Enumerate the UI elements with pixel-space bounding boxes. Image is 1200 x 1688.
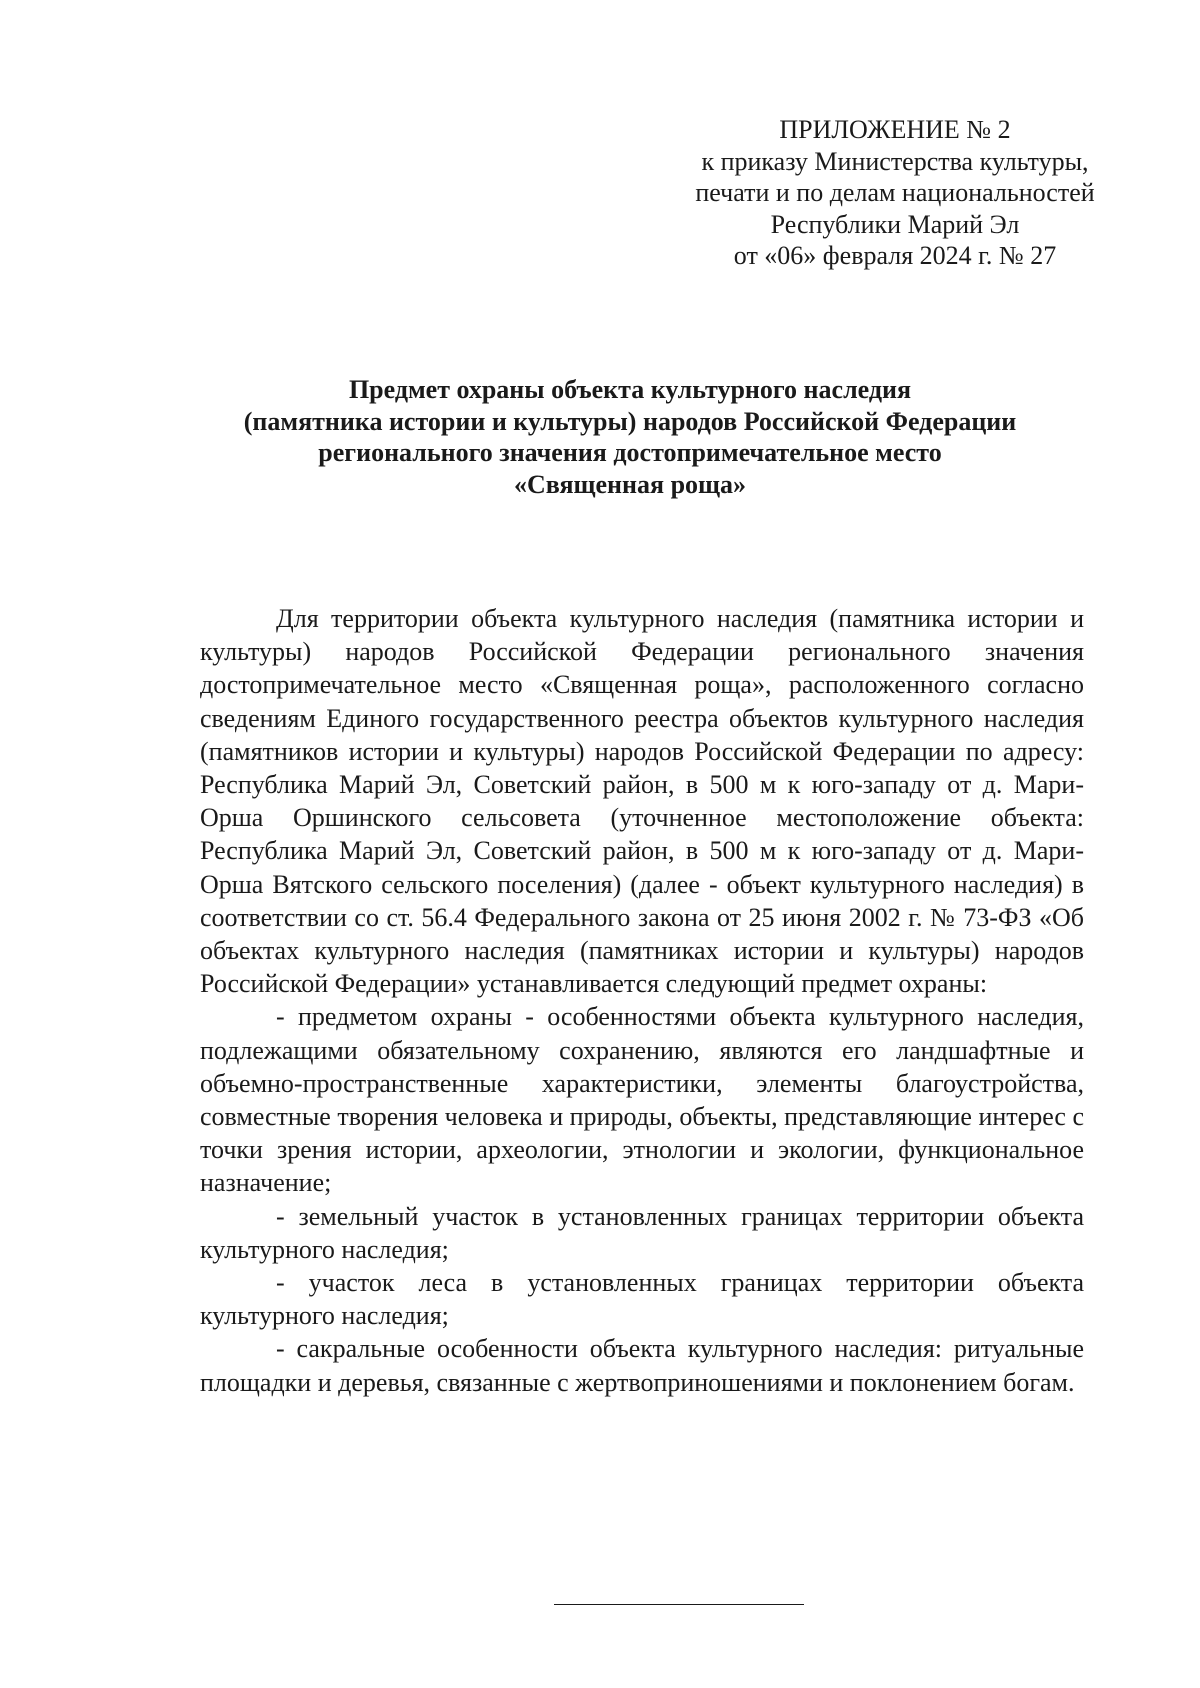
document-title <box>140 374 1120 500</box>
document-body <box>200 602 1084 1399</box>
appendix-header <box>660 114 1130 272</box>
protection-item: - земельный участок в установленных границах территории объекта культурного наследия; <box>200 1201 1084 1264</box>
title-line: Предмет охраны объекта культурного наследия <box>348 375 912 404</box>
end-separator-line <box>554 1604 804 1605</box>
protection-item: - предметом охраны - особенностями объекта культурного наследия, подлежащими обязательному сохранению, являются его ландшафтные и объемно-пространственные характеристики, элементы благоустройства, совместные творения человека и природы, объекты, представляющие интерес с точки зрения истории, археологии, этнологии и экологии, функциональное назначение; <box>200 1002 1084 1198</box>
protection-item: - участок леса в установленных границах территории объекта культурного наследия; <box>200 1268 1084 1331</box>
appendix-order-line: к приказу Министерства культуры, <box>701 146 1089 176</box>
appendix-ministry-line: печати и по делам национальностей <box>695 178 1095 207</box>
appendix-republic-line: Республики Марий Эл <box>770 209 1020 239</box>
title-line: (памятника истории и культуры) народов Российской Федерации <box>243 406 1017 436</box>
appendix-number: ПРИЛОЖЕНИЕ № 2 <box>779 115 1011 144</box>
appendix-date-line: от «06» февраля 2024 г. № 27 <box>733 241 1057 270</box>
title-line: «Священная роща» <box>514 469 746 499</box>
protection-item: - сакральные особенности объекта культурного наследия: ритуальные площадки и деревья, связанные с жертвоприношениями и поклонением богам. <box>200 1334 1084 1397</box>
intro-paragraph: Для территории объекта культурного наследия (памятника истории и культуры) народов Российской Федерации регионального значения достопримечательное место «Священная роща», расположенного согласно сведениям Единого государственного реестра объектов культурного наследия (памятников истории и культуры) народов Российской Федерации по адресу: Республика Марий Эл, Советский район, в 500 м к юго-западу от д. Мари-Орша Оршинского сельсовета (уточненное местоположение объекта: Республика Марий Эл, Советский район, в 500 м к юго-западу от д. Мари-Орша Вятского сельского поселения) (далее - объект культурного наследия) в соответствии со ст. 56.4 Федерального закона от 25 июня 2002 г. № 73-ФЗ «Об объектах культурного наследия (памятниках истории и культуры) народов Российской Федерации» устанавливается следующий предмет охраны: <box>200 604 1084 999</box>
title-line: регионального значения достопримечательное место <box>318 438 942 467</box>
